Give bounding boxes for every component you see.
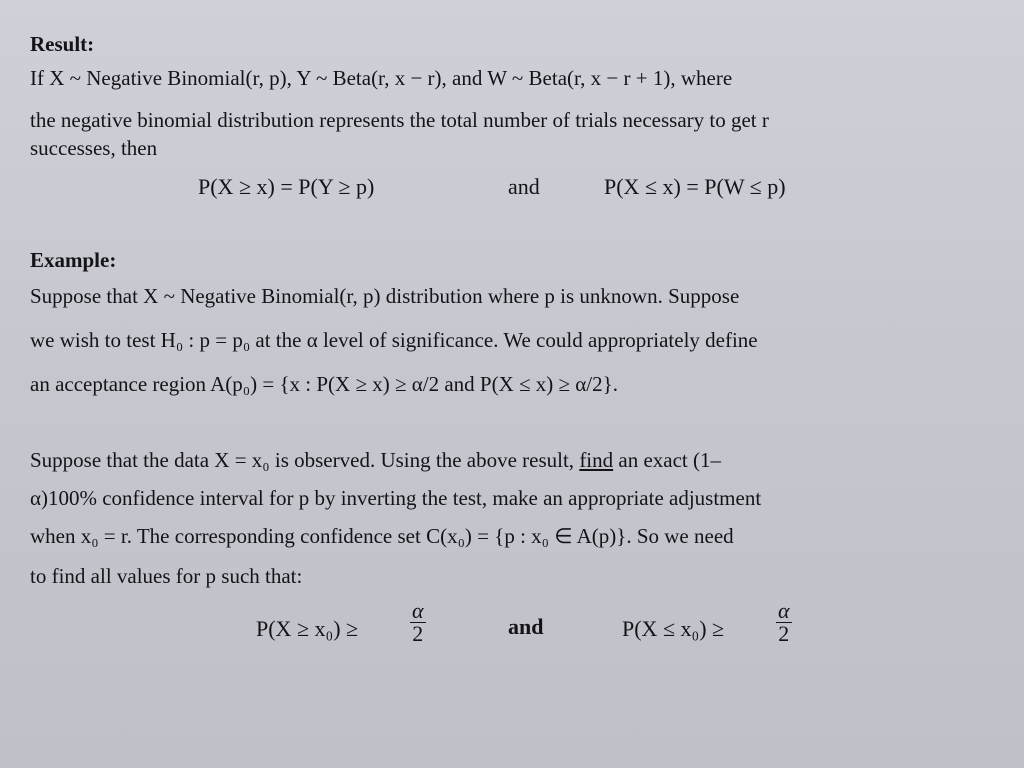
result-heading: Result:	[30, 32, 95, 56]
problem-line-1-post: an exact (1–	[613, 448, 722, 472]
problem-line-1-pre: Suppose that the data X = x₀ is observed. Using the above result,	[30, 448, 580, 472]
problem-line-4: to find all values for p such that:	[30, 564, 303, 588]
problem-line-1	[30, 446, 721, 474]
example-line-1: Suppose that X ~ Negative Binomial(r, p) distribution where p is unknown. Suppose	[30, 284, 740, 308]
fraction-numerator: α	[412, 598, 424, 623]
fraction-alpha-over-2-left	[410, 600, 426, 645]
result-line-2: the negative binomial distribution represents the total number of trials necessary to get r	[30, 108, 769, 132]
final-equation-and: and	[508, 614, 544, 639]
example-heading: Example:	[30, 248, 117, 272]
fraction-numerator: α	[778, 598, 790, 623]
result-line-3: successes, then	[30, 136, 158, 160]
result-line-1: If X ~ Negative Binomial(r, p), Y ~ Beta(r, x − r), and W ~ Beta(r, x − r + 1), where	[30, 66, 733, 90]
fraction-denominator: 2	[410, 622, 426, 645]
fraction-denominator: 2	[776, 622, 792, 645]
final-equation-right: P(X ≤ x₀) ≥	[622, 616, 725, 641]
problem-line-2: α)100% confidence interval for p by inverting the test, make an appropriate adjustment	[30, 486, 762, 510]
result-equation-and: and	[508, 174, 540, 199]
result-equation-right: P(X ≤ x) = P(W ≤ p)	[604, 174, 786, 199]
find-underlined-word: find	[579, 448, 614, 472]
example-line-2: we wish to test H₀ : p = p₀ at the α level of significance. We could appropriately define	[30, 328, 758, 352]
final-equation-left: P(X ≥ x₀) ≥	[256, 616, 359, 641]
result-equation-left: P(X ≥ x) = P(Y ≥ p)	[198, 174, 375, 199]
problem-line-3: when x₀ = r. The corresponding confidence set C(x₀) = {p : x₀ ∈ A(p)}. So we need	[30, 524, 734, 548]
example-line-3: an acceptance region A(p₀) = {x : P(X ≥ x) ≥ α/2 and P(X ≤ x) ≥ α/2}.	[30, 372, 618, 396]
fraction-alpha-over-2-right	[776, 600, 792, 645]
